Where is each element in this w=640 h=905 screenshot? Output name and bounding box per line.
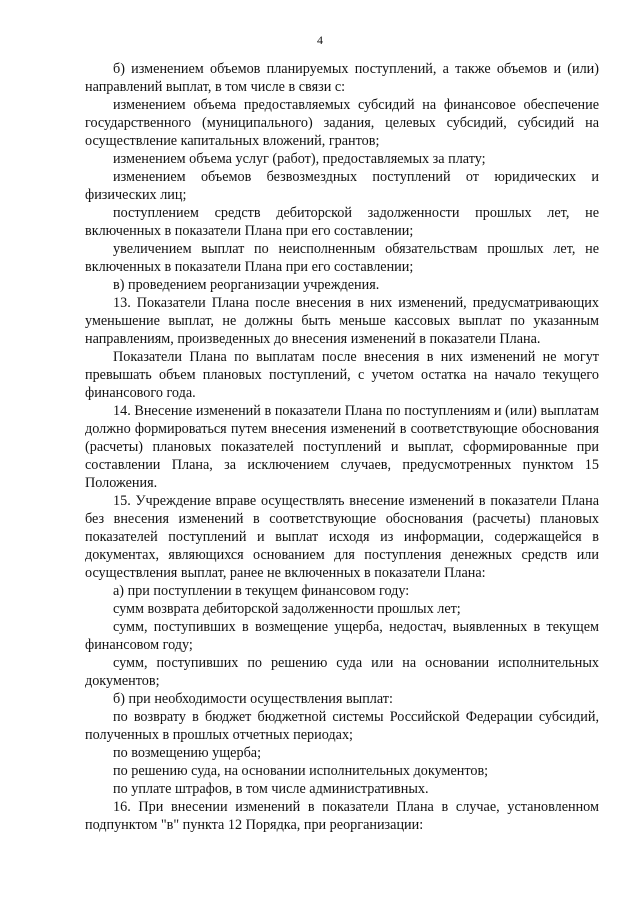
paragraph: по решению суда, на основании исполнительных документов; — [113, 763, 489, 779]
paragraph: изменением объема услуг (работ), предоставляемых за плату; — [113, 151, 486, 167]
paragraph: Показатели Плана по выплатам после внесения в них изменений не могут превышать объем плановых поступлений, с учетом остатка на начало текущего финансового года. — [85, 349, 599, 401]
paragraph: по уплате штрафов, в том числе административных. — [113, 781, 429, 797]
paragraph: б) изменением объемов планируемых поступлений, а также объемов и (или) направлений выплат, в том числе в связи с: — [85, 61, 599, 95]
paragraph: 15. Учреждение вправе осуществлять внесение изменений в показатели Плана без внесения изменений в соответствующие обоснования (расчеты) плановых показателей поступлений и выплат исходя из информации, содержащейся в документах, являющихся основанием для поступления денежных средств или осуществления выплат, ранее не включенных в показатели Плана: — [85, 493, 599, 581]
paragraph: 16. При внесении изменений в показатели Плана в случае, установленном подпунктом "в" пункта 12 Порядка, при реорганизации: — [85, 799, 599, 833]
paragraph: по возврату в бюджет бюджетной системы Российской Федерации субсидий, полученных в прошлых отчетных периодах; — [85, 709, 599, 743]
paragraph: 14. Внесение изменений в показатели Плана по поступлениям и (или) выплатам должно формироваться путем внесения изменений в соответствующие обоснования (расчеты) плановых показателей поступлений и выплат, сформированные при составлении Плана, за исключением случаев, предусмотренных пунктом 15 Положения. — [85, 403, 599, 491]
paragraph: изменением объема предоставляемых субсидий на финансовое обеспечение государственного (муниципального) задания, целевых субсидий, субсидий на осуществление капитальных вложений, грантов; — [85, 97, 599, 149]
paragraph: 13. Показатели Плана после внесения в них изменений, предусматривающих уменьшение выплат, не должны быть меньше кассовых выплат по указанным направлениям, произведенных до внесения изменений в показатели Плана. — [85, 295, 599, 347]
paragraph: увеличением выплат по неисполненным обязательствам прошлых лет, не включенных в показатели Плана при его составлении; — [85, 241, 599, 275]
document-body — [85, 60, 599, 834]
paragraph: сумм, поступивших по решению суда или на основании исполнительных документов; — [85, 655, 599, 689]
paragraph: сумм, поступивших в возмещение ущерба, недостач, выявленных в текущем финансовом году; — [85, 619, 599, 653]
paragraph: в) проведением реорганизации учреждения. — [113, 277, 380, 293]
paragraph: сумм возврата дебиторской задолженности прошлых лет; — [113, 601, 461, 617]
paragraph: б) при необходимости осуществления выплат: — [113, 691, 393, 707]
paragraph: поступлением средств дебиторской задолженности прошлых лет, не включенных в показатели Плана при его составлении; — [85, 205, 599, 239]
paragraph: по возмещению ущерба; — [113, 745, 262, 761]
paragraph: изменением объемов безвозмездных поступлений от юридических и физических лиц; — [85, 169, 599, 203]
page-number: 4 — [317, 33, 323, 47]
paragraph: а) при поступлении в текущем финансовом году: — [113, 583, 410, 599]
